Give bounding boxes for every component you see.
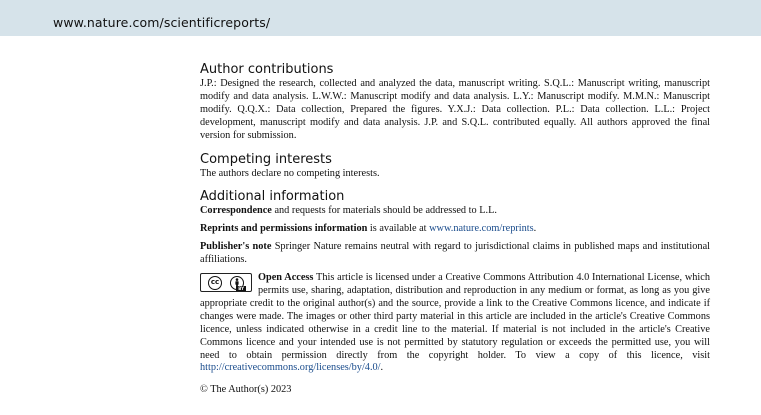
- reprints-end: .: [533, 223, 537, 235]
- publisher-note-lead: Publisher's note: [200, 241, 272, 253]
- journal-header-bar: [0, 0, 761, 36]
- reprints-link[interactable]: www.nature.com/reprints: [429, 223, 534, 235]
- article-back-matter: [200, 62, 710, 397]
- publisher-note-text: Springer Nature remains neutral with regard to jurisdictional claims in published maps and institutional affiliations.: [200, 241, 710, 266]
- cc-icon: cc: [208, 276, 222, 290]
- copyright-notice: © The Author(s) 2023: [200, 384, 292, 396]
- additional-information-heading: Additional information: [200, 189, 345, 205]
- publisher-note-paragraph: [200, 241, 710, 267]
- journal-url[interactable]: www.nature.com/scientificreports/: [53, 15, 271, 30]
- cc-by-license-badge[interactable]: [200, 273, 252, 292]
- additional-information-section: [200, 189, 710, 267]
- open-access-end: .: [380, 362, 384, 374]
- open-access-section: [200, 272, 710, 375]
- competing-interests-heading: Competing interests: [200, 151, 332, 167]
- correspondence-text: and requests for materials should be addressed to L.L.: [271, 205, 497, 217]
- reprints-text: is available at: [367, 223, 430, 235]
- author-contributions-text: J.P.: Designed the research, collected and analyzed the data, manuscript writing. S.Q.L.: Manuscript writing, manuscript modify and data analysis. L.W.W.: Manuscript modify and data analysis. L.Y.: Manuscript modify. M.M.N.: Manuscript modify. Q.Q.X.: Data collection, Prepared the figures. Y.X.J.: Data collection. P.L.: Data collection. L.L.: Project development, manuscript modify and data analysis. J.P. and S.Q.L. contributed equally. All authors approved the final version for submission.: [200, 78, 710, 141]
- reprints-paragraph: [200, 223, 710, 236]
- author-contributions-heading: Author contributions: [200, 62, 334, 77]
- open-access-lead: Open Access: [258, 272, 314, 284]
- by-label: BY: [238, 286, 244, 292]
- open-access-text: This article is licensed under a Creative Commons Attribution 4.0 International License, which permits use, sharing, adaptation, distribution and reproduction in any medium or format, as long as you give appropriate credit to the original author(s) and the source, provide a link to the Creative Commons licence, and indicate if changes were made. The images or other third party material in this article are included in the article's Creative Commons licence, unless indicated otherwise in a credit line to the material. If material is not included in the article's Creative Commons licence and your intended use is not permitted by statutory regulation or exceeds the permitted use, you will need to obtain permission directly from the copyright holder. To view a copy of this licence, visit: [200, 272, 710, 361]
- author-contributions-section: [200, 62, 710, 143]
- reprints-lead: Reprints and permissions information: [200, 223, 368, 235]
- cc-license-link[interactable]: http://creativecommons.org/licenses/by/4.0/: [200, 362, 381, 374]
- correspondence-lead: Correspondence: [200, 205, 272, 217]
- competing-interests-text: The authors declare no competing interests.: [200, 167, 380, 179]
- competing-interests-section: [200, 152, 710, 181]
- correspondence-paragraph: [200, 205, 710, 218]
- open-access-paragraph: [200, 272, 710, 375]
